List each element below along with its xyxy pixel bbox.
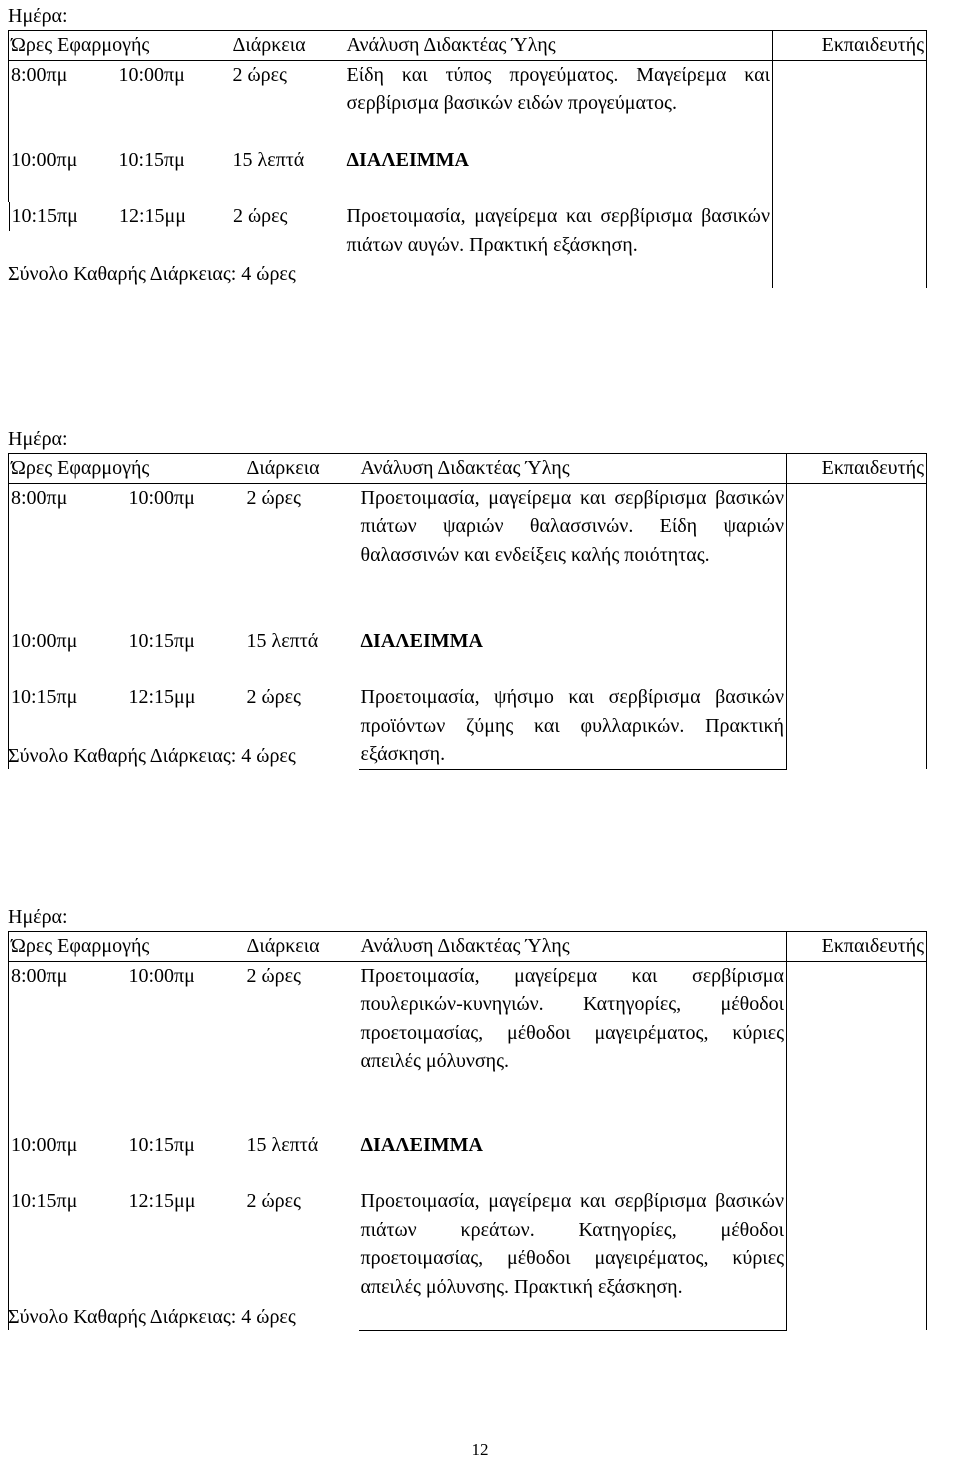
topic: Προετοιμασία, μαγείρεμα και σερβίρισμα βασικών πιάτων αυγών. Πρακτική εξάσκηση. <box>346 205 771 256</box>
header-times: Ώρες Εφαρμογής <box>9 454 245 484</box>
page-number: 12 <box>471 1440 489 1459</box>
topic: Προετοιμασία, ψήσιμο και σερβίρισμα βασικών προϊόντων ζύμης και φυλλαρικών. Πρακτική εξάσκηση. <box>359 683 787 769</box>
duration: 2 ώρες <box>246 486 301 509</box>
table-row <box>9 961 927 1131</box>
start-time: 10:15πμ <box>9 683 127 769</box>
end-time: 12:15μμ <box>128 686 196 708</box>
header-trainer: Εκπαιδευτής <box>773 31 927 61</box>
trainer-cell <box>787 961 927 1330</box>
duration: 15 λεπτά <box>246 1134 319 1156</box>
header-times: Ώρες Εφαρμογής <box>9 932 245 962</box>
start-time: 10:15πμ <box>9 1187 127 1330</box>
end-time: 10:15πμ <box>118 149 185 171</box>
day-label: Ημέρα: <box>8 906 68 928</box>
end-time: 10:00πμ <box>128 486 195 509</box>
end-time: 10:00πμ <box>118 63 185 86</box>
start-time: 10:00πμ <box>9 1131 127 1187</box>
table-header-row <box>9 454 927 484</box>
end-time: 12:15μμ <box>119 205 187 227</box>
table-row <box>9 60 927 146</box>
header-times: Ώρες Εφαρμογής <box>9 31 231 61</box>
topic: Προετοιμασία, μαγείρεμα και σερβίρισμα πουλερικών-κυνηγιών. Κατηγορίες, μέθοδοι προετοιμασίας, μέθοδοι μαγειρέματος, κύριες απειλές μόλυνσης. <box>360 964 785 1072</box>
header-trainer: Εκπαιδευτής <box>787 454 927 484</box>
day-label: Ημέρα: <box>8 5 68 27</box>
duration: 15 λεπτά <box>232 149 305 171</box>
schedule-table <box>8 453 927 770</box>
table-header-row <box>9 31 927 61</box>
end-time: 10:15πμ <box>128 1134 195 1156</box>
topic: Είδη και τύπος προγεύματος. Μαγείρεμα και σερβίρισμα βασικών ειδών προγεύματος. <box>346 63 771 114</box>
break-label: ΔΙΑΛΕΙΜΜΑ <box>360 630 483 652</box>
end-time: 10:15πμ <box>128 630 195 652</box>
header-trainer: Εκπαιδευτής <box>787 932 927 962</box>
schedule-block-1 <box>8 2 926 288</box>
start-time: 8:00πμ <box>9 60 117 146</box>
duration: 2 ώρες <box>246 686 301 708</box>
header-duration: Διάρκεια <box>231 31 345 61</box>
start-time: 8:00πμ <box>9 961 127 1131</box>
table-header-row <box>9 932 927 962</box>
total-duration: Σύνολο Καθαρής Διάρκειας: 4 ώρες <box>8 744 296 767</box>
header-topic: Ανάλυση Διδακτέας Ύλης <box>359 454 787 484</box>
header-topic: Ανάλυση Διδακτέας Ύλης <box>359 932 787 962</box>
topic: Προετοιμασία, μαγείρεμα και σερβίρισμα βασικών πιάτων ψαριών θαλασσινών. Είδη ψαριών θαλασσινών και ενδείξεις καλής ποιότητας. <box>360 486 785 566</box>
header-topic: Ανάλυση Διδακτέας Ύλης <box>345 31 773 61</box>
total-duration: Σύνολο Καθαρής Διάρκειας: 4 ώρες <box>8 1305 296 1328</box>
schedule-table <box>8 931 927 1331</box>
duration: 2 ώρες <box>246 1190 301 1212</box>
duration: 2 ώρες <box>246 964 301 987</box>
start-time: 10:00πμ <box>9 627 127 683</box>
day-label: Ημέρα: <box>8 428 68 450</box>
start-time: 10:15πμ <box>9 202 117 231</box>
trainer-cell <box>787 483 927 769</box>
duration: 2 ώρες <box>232 63 287 86</box>
start-time: 8:00πμ <box>9 483 127 627</box>
end-time: 10:00πμ <box>128 964 195 987</box>
total-duration: Σύνολο Καθαρής Διάρκειας: 4 ώρες <box>8 263 296 285</box>
duration: 2 ώρες <box>233 205 288 227</box>
schedule-table <box>8 30 927 288</box>
end-time: 12:15μμ <box>128 1190 196 1212</box>
table-row <box>9 483 927 627</box>
duration: 15 λεπτά <box>246 630 319 652</box>
start-time: 10:00πμ <box>9 146 117 202</box>
break-label: ΔΙΑΛΕΙΜΜΑ <box>346 149 469 171</box>
break-label: ΔΙΑΛΕΙΜΜΑ <box>360 1134 483 1156</box>
header-duration: Διάρκεια <box>245 454 359 484</box>
header-duration: Διάρκεια <box>245 932 359 962</box>
schedule-block-2 <box>8 425 926 770</box>
topic: Προετοιμασία, μαγείρεμα και σερβίρισμα βασικών πιάτων κρεάτων. Κατηγορίες, μέθοδοι προετοιμασίας, μέθοδοι μαγειρέματος, κύριες απειλές μόλυνσης. Πρακτική εξάσκηση. <box>359 1187 787 1330</box>
trainer-cell <box>773 60 927 288</box>
schedule-block-3 <box>8 903 926 1331</box>
